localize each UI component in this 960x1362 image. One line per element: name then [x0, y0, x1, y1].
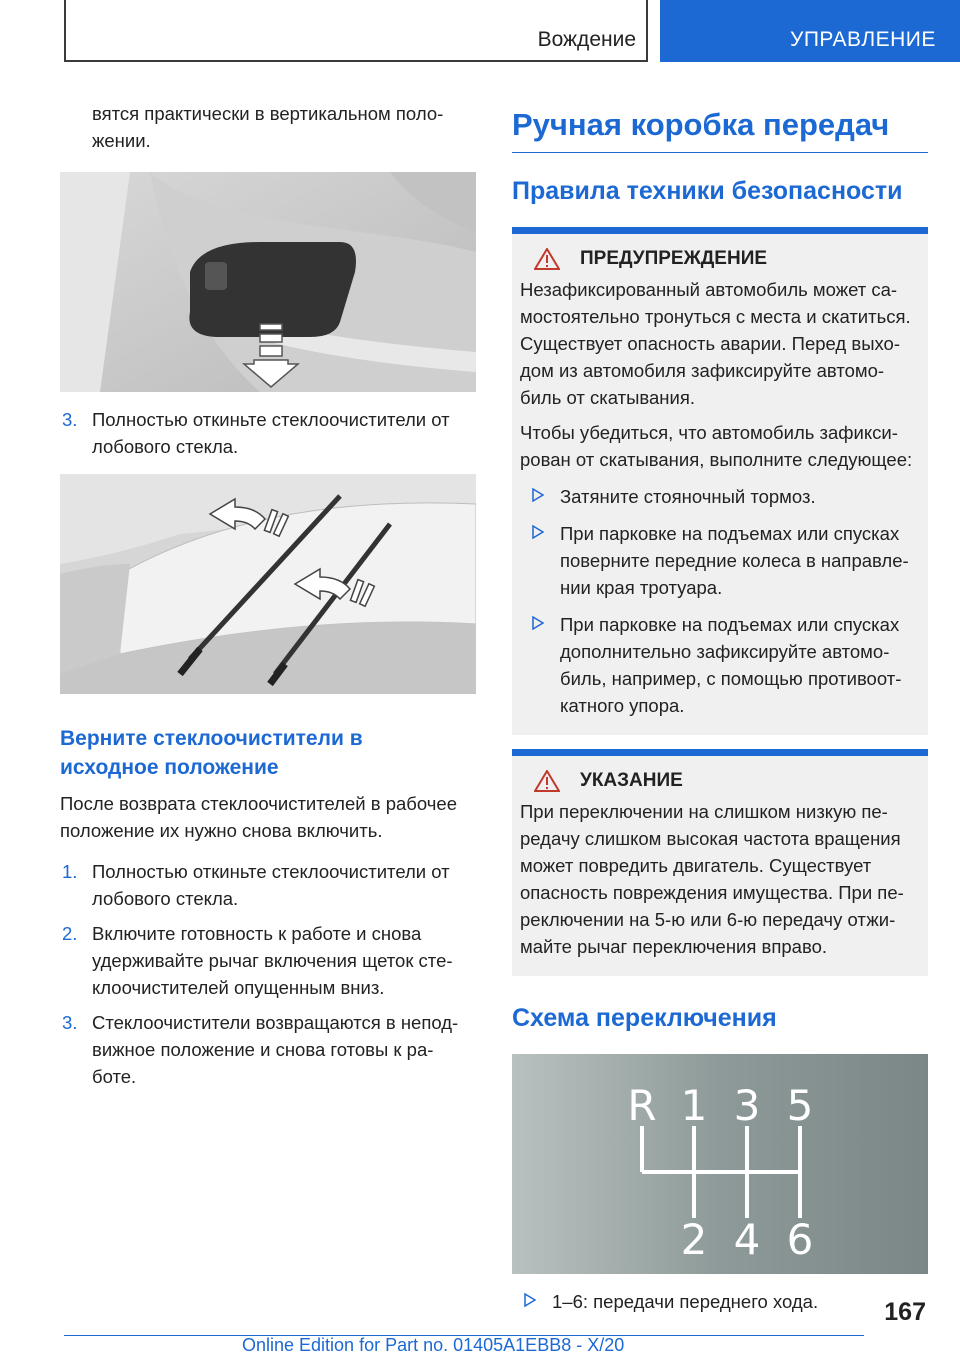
- warning-line: биль от скатывания.: [520, 387, 696, 408]
- bullet-triangle-icon: [532, 488, 544, 502]
- warning-line: Незафиксированный автомобиль может са-: [520, 279, 898, 300]
- bullet-triangle-icon: [524, 1293, 536, 1307]
- gear-label-5: 5: [786, 1081, 814, 1130]
- gear-shift-diagram: [512, 1054, 928, 1274]
- step-text-line: лобового стекла.: [92, 436, 239, 457]
- warning-label: ПРЕДУПРЕЖДЕНИЕ: [580, 248, 768, 269]
- gear-label-6: 6: [786, 1215, 814, 1264]
- step-number: 3.: [62, 409, 78, 430]
- gear-label-r: R: [627, 1081, 657, 1130]
- warning-line: рован от скатывания, выполните следующее:: [520, 449, 913, 470]
- step-text-line: Полностью откиньте стеклоочистители от: [92, 861, 450, 882]
- warning-triangle-icon: [534, 248, 560, 270]
- step-text-line: вижное положение и снова готовы к ра-: [92, 1039, 434, 1060]
- bullet-line: поверните передние колеса в направле-: [560, 550, 909, 571]
- warning-line: Существует опасность аварии. Перед выхо-: [520, 333, 900, 354]
- step-number: 3.: [62, 1012, 78, 1033]
- notice-triangle-icon: [534, 770, 560, 792]
- gear-label-1: 1: [680, 1081, 708, 1130]
- warning-line: Чтобы убедиться, что автомобиль зафикси-: [520, 422, 898, 443]
- paragraph: [60, 790, 476, 844]
- title-divider: [512, 152, 928, 153]
- scheme-heading: Схема переключения: [512, 1004, 777, 1032]
- section-heading-line: исходное положение: [60, 756, 279, 779]
- bullet-line: биль, например, с помощью противоот-: [560, 668, 902, 689]
- notice-line: При переключении на слишком низкую пе-: [520, 801, 888, 822]
- header-section-box: [64, 0, 648, 62]
- warning-header: [520, 248, 920, 270]
- notice-line: опасность повреждения имущества. При пе-: [520, 882, 904, 903]
- notice-line: может повредить двигатель. Существует: [520, 855, 872, 876]
- notice-box: [512, 749, 928, 976]
- warning-line: дом из автомобиля зафиксируйте автомо-: [520, 360, 885, 381]
- bullet-line: катного упора.: [560, 695, 685, 716]
- caption-bullet: [512, 1288, 928, 1315]
- step-text-line: удерживайте рычаг включения щеток сте-: [92, 950, 453, 971]
- left-column: [60, 100, 476, 1098]
- section-heading-line: Верните стеклоочистители в: [60, 727, 363, 750]
- step-item: [60, 1009, 476, 1090]
- step-text-line: Включите готовность к работе и снова: [92, 923, 422, 944]
- section-title: Вождение: [537, 28, 636, 51]
- warning-box: [512, 227, 928, 735]
- bullet-item: [520, 520, 920, 601]
- step-number: 2.: [62, 923, 78, 944]
- step-item: [60, 406, 476, 460]
- subtitle: Правила техники безопасности: [512, 177, 903, 205]
- steering-lever-illustration: [60, 172, 476, 392]
- bullet-line: нии края тротуара.: [560, 577, 723, 598]
- gear-label-2: 2: [680, 1215, 708, 1264]
- intro-line-1: вятся практически в вертикальном поло-: [92, 103, 444, 124]
- edition-footer: Online Edition for Part no. 01405A1EBB8 - X/20: [242, 1335, 625, 1355]
- notice-line: редачу слишком высокая частота вращения: [520, 828, 901, 849]
- windshield-wipers-illustration: [60, 474, 476, 694]
- step-text-line: боте.: [92, 1066, 137, 1087]
- step-text-line: лобового стекла.: [92, 888, 239, 909]
- bullet-line: При парковке на подъемах или спусках: [560, 523, 900, 544]
- step-item: [60, 858, 476, 912]
- paragraph-line: После возврата стеклоочистителей в рабочее: [60, 793, 457, 814]
- section-heading: [60, 724, 476, 782]
- notice-line: майте рычаг переключения вправо.: [520, 936, 827, 957]
- step-text-line: Стеклоочистители возвращаются в непод-: [92, 1012, 459, 1033]
- bullet-item: [520, 611, 920, 719]
- caption-text: 1–6: передачи переднего хода.: [552, 1291, 819, 1312]
- warning-line: мостоятельно тронуться с места и скатиться.: [520, 306, 911, 327]
- bullet-line: дополнительно зафиксируйте автомо-: [560, 641, 890, 662]
- right-column: [512, 100, 928, 1315]
- gear-label-4: 4: [733, 1215, 761, 1264]
- chapter-tab: [660, 0, 960, 62]
- bullet-triangle-icon: [532, 525, 544, 539]
- steps-list: [60, 858, 476, 1090]
- notice-label: УКАЗАНИЕ: [580, 770, 683, 791]
- bullet-line: При парковке на подъемах или спусках: [560, 614, 900, 635]
- chapter-title: УПРАВЛЕНИЕ: [790, 28, 936, 51]
- step-item: [60, 920, 476, 1001]
- bullet-item: [520, 483, 920, 510]
- page-title: Ручная коробка передач: [512, 107, 890, 142]
- gear-label-3: 3: [733, 1081, 761, 1130]
- intro-line-2: жении.: [92, 130, 151, 151]
- step-text-line: Полностью откиньте стеклоочистители от: [92, 409, 450, 430]
- page-number: 167: [884, 1298, 926, 1326]
- bullet-line: Затяните стояночный тормоз.: [560, 486, 816, 507]
- step-text-line: клоочистителей опущенным вниз.: [92, 977, 385, 998]
- notice-line: реключении на 5-ю или 6-ю передачу отжи-: [520, 909, 896, 930]
- step-number: 1.: [62, 861, 78, 882]
- bullet-triangle-icon: [532, 616, 544, 630]
- paragraph-line: положение их нужно снова включить.: [60, 820, 383, 841]
- notice-header: [520, 770, 920, 792]
